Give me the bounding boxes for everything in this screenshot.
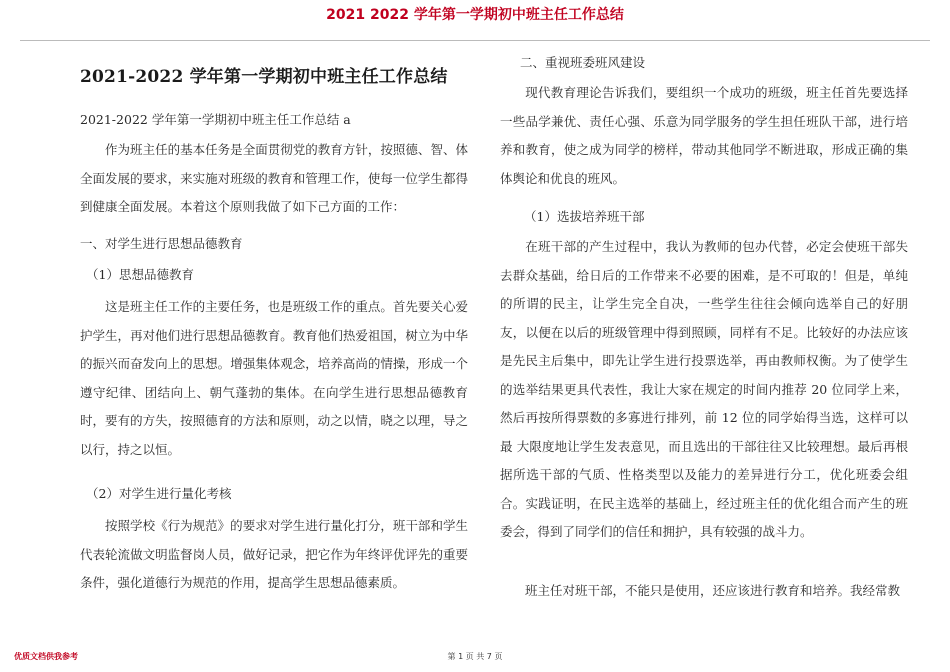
paragraph-5-text: 班主任对班干部，不能只是使用，还应该进行教育和培养。我经常教 bbox=[525, 583, 901, 598]
paragraph-1-text: 这是班主任工作的主要任务，也是班级工作的重点。首先要关心爱护学生，再对他们进行思想品德教育。教育他们热爱祖国，树立为中华的振兴而奋发向上的思想。增强集体观念，培养高尚的情操，形成一个遵守纪律、团结向上、朝气蓬勃的集体。在向学生进行思想品德教育时，要有的方失，按照德育的方法和原则，动之以情，晓之以理，导之以行，持之以恒。 bbox=[80, 299, 468, 457]
paragraph-1 bbox=[80, 293, 468, 464]
paragraph-5 bbox=[500, 577, 908, 606]
paragraph-2 bbox=[80, 512, 468, 598]
paragraph-4-text: 在班干部的产生过程中，我认为教师的包办代替，必定会使班干部失去群众基础，给日后的工作带来不必要的困难，是不可取的！但是，单纯的所谓的民主，让学生完全自决，一些学生往往会倾向选举自己的好朋友，以便在以后的班级管理中得到照顾，同样有不足。比较好的办法应该是先民主后集中，即先让学生进行投票选举，再由教师权衡。为了使学生的选举结果更具代表性，我让大家在规定的时间内推荐 20 位同学上来，然后再按所得票数的多寡进行排列，前 12 位的同学始得当选，这样可以最 大限度地让学生发表意见，而且选出的干部往往又比较理想。最后再根据所选干部的气质、性格类型以及能力的差异进行分工，优化班委会组合。实践证明，在民主选举的基础上，经过班主任的优化组合而产生的班委会，得到了同学们的信任和拥护，具有较强的战斗力。 bbox=[500, 239, 908, 539]
page-header-title: 2021 2022 学年第一学期初中班主任工作总结 bbox=[326, 7, 624, 23]
paragraph-4 bbox=[500, 233, 908, 547]
page-number: 第 1 页 共 7 页 bbox=[447, 652, 503, 661]
document-subtitle: 2021-2022 学年第一学期初中班主任工作总结 a bbox=[80, 112, 351, 127]
header-divider bbox=[20, 40, 930, 41]
subheading-2: （2）对学生进行量化考核 bbox=[86, 486, 232, 501]
footer-label: 优质文档供我参考 bbox=[14, 652, 78, 661]
page-footer bbox=[0, 648, 950, 672]
document-title: 2021-2022 学年第一学期初中班主任工作总结 bbox=[80, 67, 448, 87]
intro-paragraph bbox=[80, 136, 468, 222]
paragraph-2-text: 按照学校《行为规范》的要求对学生进行量化打分，班干部和学生代表轮流做文明监督岗人员，做好记录，把它作为年终评优评先的重要条件，强化道德行为规范的作用，提高学生思想品德素质。 bbox=[80, 518, 468, 590]
intro-text: 作为班主任的基本任务是全面贯彻党的教育方针，按照德、智、体全面发展的要求，来实施对班级的教育和管理工作，使每一位学生都得到健康全面发展。本着这个原则我做了如下己方面的工作： bbox=[80, 142, 468, 214]
paragraph-3-text: 现代教育理论告诉我们，要组织一个成功的班级，班主任首先要选择一些品学兼优、责任心强、乐意为同学服务的学生担任班队干部，进行培养和教育，使之成为同学的榜样，带动其他同学不断进取，形成正确的集体舆论和优良的班风。 bbox=[500, 85, 908, 186]
paragraph-3 bbox=[500, 79, 908, 193]
subheading-1: （1）思想品德教育 bbox=[86, 267, 194, 282]
section-heading-2: 二、重视班委班风建设 bbox=[520, 55, 646, 70]
section-heading-1: 一、对学生进行思想品德教育 bbox=[80, 236, 243, 251]
subheading-3: （1）选拔培养班干部 bbox=[524, 209, 645, 224]
